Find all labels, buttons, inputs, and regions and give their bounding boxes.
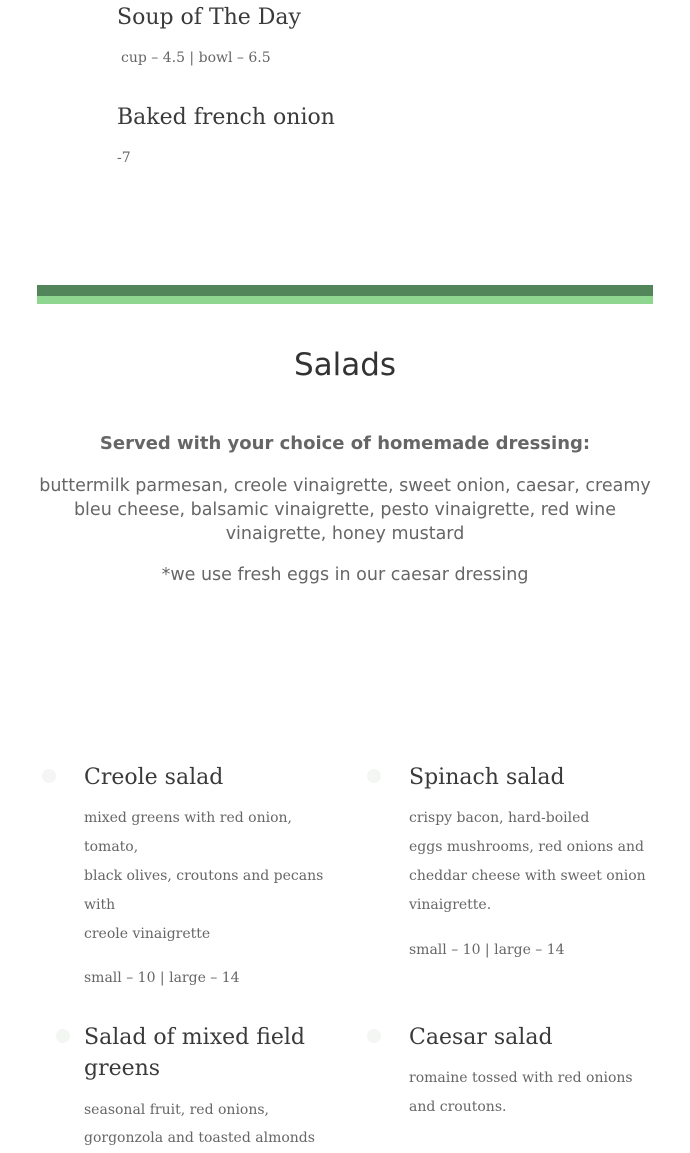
caesar-salad-desc-line: romaine tossed with red onions xyxy=(409,1070,633,1086)
creole-salad-desc-line: with xyxy=(84,897,116,913)
spinach-salad-desc-line: eggs mushrooms, red onions and xyxy=(409,839,644,855)
spinach-item-marker xyxy=(367,769,381,783)
baked-french-onion-title: Baked french onion xyxy=(117,105,335,130)
mixed-greens-title-line: Salad of mixed field xyxy=(84,1025,306,1050)
creole-salad-desc-line: creole vinaigrette xyxy=(84,926,211,942)
mixed-greens-item-marker xyxy=(56,1029,70,1043)
mixed-greens-title-line: greens xyxy=(84,1056,161,1081)
creole-salad-desc-line: black olives, croutons and pecans xyxy=(84,868,324,884)
soup-of-the-day-price: cup – 4.5 | bowl – 6.5 xyxy=(121,50,271,66)
spinach-salad-desc-line: vinaigrette. xyxy=(409,897,492,913)
creole-salad-title: Creole salad xyxy=(84,765,224,790)
soup-of-the-day-title: Soup of The Day xyxy=(117,5,301,30)
creole-salad-price: small – 10 | large – 14 xyxy=(84,970,240,986)
caesar-item-marker xyxy=(367,1029,381,1043)
baked-french-onion-price: -7 xyxy=(117,150,131,166)
creole-salad-desc-line: mixed greens with red onion, xyxy=(84,810,292,826)
spinach-salad-title: Spinach salad xyxy=(409,765,565,790)
spinach-salad-desc-line: crispy bacon, hard-boiled xyxy=(409,810,590,826)
caesar-egg-note: *we use fresh eggs in our caesar dressing xyxy=(161,565,529,585)
dressing-list: buttermilk parmesan, creole vinaigrette, sweet onion, caesar, creamy bleu cheese, balsamic vinaigrette, pesto vinaigrette, red wine vinaigrette, honey mustard xyxy=(39,476,651,544)
creole-salad-desc-line: tomato, xyxy=(84,839,139,855)
spinach-salad-price: small – 10 | large – 14 xyxy=(409,942,565,958)
mixed-greens-desc-line: gorgonzola and toasted almonds xyxy=(84,1130,315,1146)
section-divider-light xyxy=(37,296,653,304)
spinach-salad-desc-line: cheddar cheese with sweet onion xyxy=(409,868,646,884)
dressing-heading: Served with your choice of homemade dressing: xyxy=(99,433,591,454)
mixed-greens-desc-line: seasonal fruit, red onions, xyxy=(84,1102,270,1118)
creole-item-marker xyxy=(42,769,56,783)
salads-section-title: Salads xyxy=(293,347,397,383)
section-divider-dark xyxy=(37,285,653,296)
caesar-salad-desc-line: and croutons. xyxy=(409,1099,507,1115)
caesar-salad-title: Caesar salad xyxy=(409,1025,553,1050)
